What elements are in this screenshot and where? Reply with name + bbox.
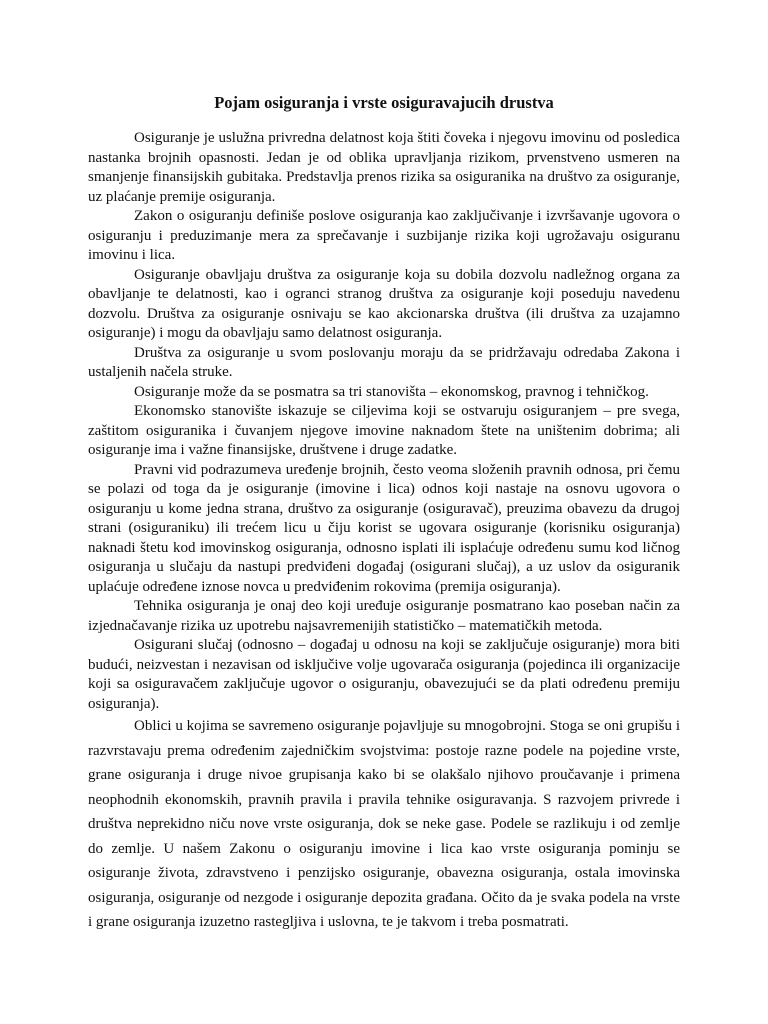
body-paragraph: Tehnika osiguranja je onaj deo koji uređuje osiguranje posmatrano kao poseban način za izjednačavanje rizika uz upotrebu najsavremenijih statističko – matematičkih metoda. [88,598,680,634]
body-paragraph: Zakon o osiguranju definiše poslove osiguranja kao zaključivanje i izvršavanje ugovora o osiguranju i preduzimanje mera za sprečavanje i suzbijanje rizika koji ugrožavaju osiguranu imovinu i lica. [88,208,680,263]
body-paragraph: Osiguranje obavljaju društva za osiguranje koja su dobila dozvolu nadležnog organa za obavljanje te delatnosti, kao i ogranci stranog društva za osiguranje koji poseduju navedenu dozvolu. Društva za osiguranje osnivaju se kao akcionarska društva (ili društva za uzajamno osiguranje) i mogu da obavljaju samo delatnost osiguranja. [88,266,680,341]
document-title: Pojam osiguranja i vrste osiguravajucih drustva [214,93,554,112]
body-paragraph: Osigurani slučaj (odnosno – događaj u odnosu na koji se zaključuje osiguranje) mora biti budući, neizvestan i nezavisan od isključive volje ugovarača osiguranja (pojedinca ili organizacije koji sa osiguravačem zaključuje ugovor o osiguranju, obavezujući se da plati određenu premiju osiguranja). [88,637,680,712]
document-body [88,129,680,935]
body-paragraph: Osiguranje je uslužna privredna delatnost koja štiti čoveka i njegovu imovinu od posledica nastanka brojnih opasnosti. Jedan je od oblika upravljanja rizikom, prvenstveno usmeren na smanjenje finansijskih gubitaka. Predstavlja prenos rizika sa osiguranika na društvo za osiguranje, uz plaćanje premije osiguranja. [88,130,680,205]
body-paragraph: Osiguranje može da se posmatra sa tri stanovišta – ekonomskog, pravnog i tehničkog. [134,383,649,400]
body-paragraph: Ekonomsko stanovište iskazuje se ciljevima koji se ostvaruju osiguranjem – pre svega, zaštitom osiguranika i čuvanjem njegove imovine naknadom štete na uništenim dobrima; ali osiguranje ima i važne finansijske, društvene i druge zadatke. [88,403,680,458]
body-paragraph: Oblici u kojima se savremeno osiguranje pojavljuje su mnogobrojni. Stoga se oni grupišu i razvrstavaju prema određenim zajedničkim svojstvima: postoje razne podele na pojedine vrste, grane osiguranja i druge nivoe grupisanja kako bi se olakšalo njihovo proučavanje i primena neophodnih ekonomskih, pravnih pravila i pravila tehnike osiguravanja. S razvojem privrede i društva neprekidno niču nove vrste osiguranja, dok se neke gase. Podele se razlikuju i od zemlje do zemlje. U našem Zakonu o osiguranju imovine i lica kao vrste osiguranja pominju se osiguranje života, zdravstveno i penzijsko osiguranje, obavezna osiguranja, ostala imovinska osiguranja, osiguranje od nezgode i osiguranje depozita građana. Očito da je svaka podela na vrste i grane osiguranja izuzetno rastegljiva i uslovna, te je takvom i treba posmatrati. [88,718,680,930]
body-paragraph: Pravni vid podrazumeva uređenje brojnih, često veoma složenih pravnih odnosa, pri čemu se polazi od toga da je osiguranje (imovine i lica) odnos koji nastaje na osnovu ugovora o osiguranju u kome jedna strana, društvo za osiguranje (osiguravač), preuzima obavezu da drugoj strani (osiguraniku) ili trećem licu u čiju korist se ugovara osiguranje (korisniku osiguranja) naknadi štetu kod imovinskog osiguranja, odnosno isplati ili isplaćuje određenu sumu kod ličnog osiguranja u slučaju da nastupi predviđeni događaj (osigurani slučaj), a uz uslov da osiguranik uplaćuje određene iznose novca u predviđenim rokovima (premija osiguranja). [88,461,680,595]
body-paragraph: Društva za osiguranje u svom poslovanju moraju da se pridržavaju odredaba Zakona i ustaljenih načela struke. [88,344,680,380]
